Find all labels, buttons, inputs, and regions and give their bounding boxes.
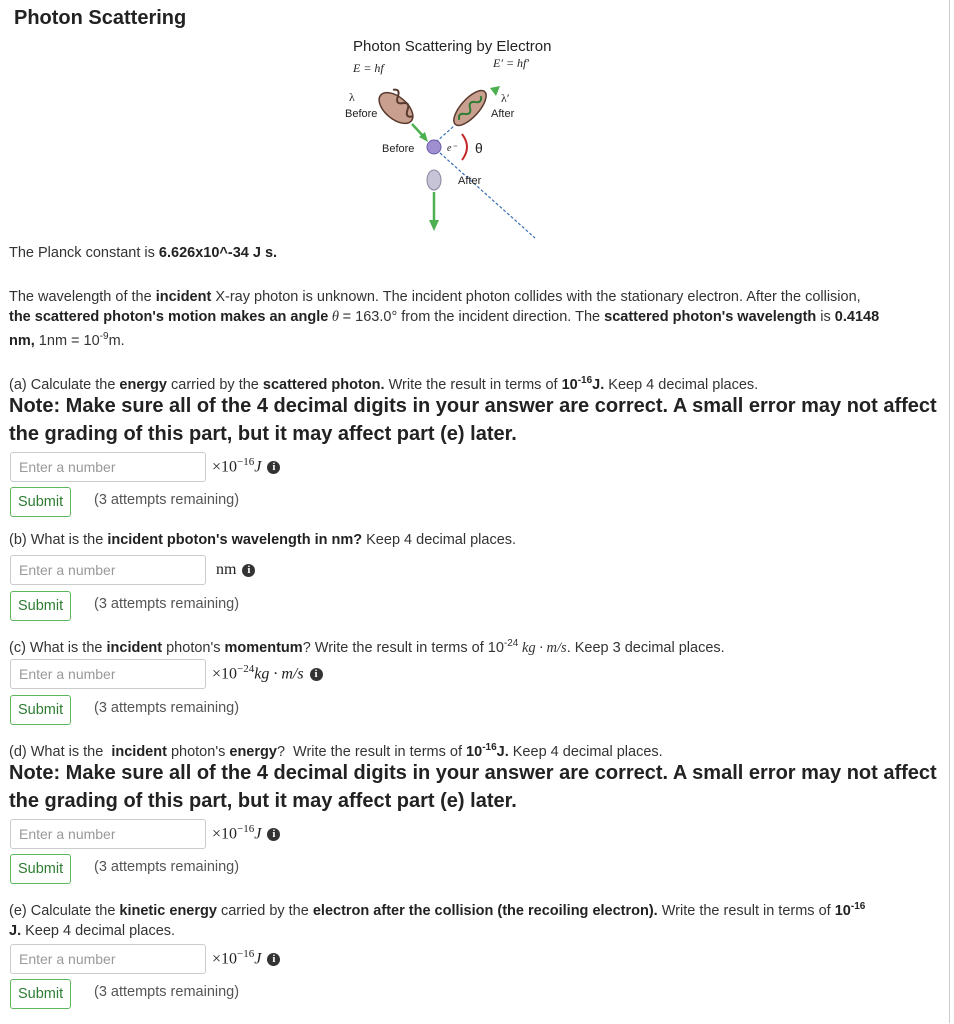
part-e-unit: $\times 10^{-16}J$ i <box>212 948 280 968</box>
part-b-attempts: (3 attempts remaining) <box>94 596 240 612</box>
part-d-attempts: (3 attempts remaining) <box>94 859 240 875</box>
part-c-question: (c) What is the incident photon's momentum? Write the result in terms of $10^{-24}$ kg · m/s. Keep 3 decimal places. <box>9 638 725 656</box>
part-b-question: (b) What is the incident pboton's wavelength in nm? Keep 4 decimal places. <box>9 532 517 548</box>
electron-after-label: After <box>458 175 482 187</box>
part-e-submit-button[interactable]: Submit <box>10 979 71 1009</box>
part-c-answer-input[interactable] <box>10 659 206 689</box>
part-a-answer-input[interactable] <box>10 452 206 482</box>
part-c-submit-button[interactable]: Submit <box>10 695 71 725</box>
electron <box>427 140 441 154</box>
info-icon[interactable]: i <box>267 461 280 474</box>
part-a-note: Note: Make sure all of the 4 decimal digits in your answer are correct. A small error may not affect the grading of this part, but it may affect part (e) later. <box>9 395 937 445</box>
electron-label: e⁻ <box>447 143 457 154</box>
part-e-answer-input[interactable] <box>10 944 206 974</box>
part-d-unit: $\times 10^{-16}J$ i <box>212 823 280 843</box>
part-b-answer-input[interactable] <box>10 555 206 585</box>
planck-line: The Planck constant is 6.626x10^-34 J s. <box>9 245 278 261</box>
recoil-arrowhead <box>429 220 439 231</box>
incident-direction-dash <box>440 153 535 238</box>
scattered-arrowhead <box>490 86 500 96</box>
scattered-dash <box>436 126 454 142</box>
part-b-submit-button[interactable]: Submit <box>10 591 71 621</box>
part-e-attempts: (3 attempts remaining) <box>94 984 240 1000</box>
energy-before-label: E = hf <box>353 61 384 75</box>
electron-before-label: Before <box>382 143 415 155</box>
energy-after-label: E′ = hf′ <box>493 56 530 70</box>
part-d-submit-button[interactable]: Submit <box>10 854 71 884</box>
part-a-attempts: (3 attempts remaining) <box>94 492 240 508</box>
part-e-question: (e) Calculate the kinetic energy carried by the electron after the collision (the recoiling electron). Write the result in terms of $10^{-16}$ J. Keep 4 decimal places. <box>9 901 866 939</box>
recoil-electron <box>427 170 441 190</box>
part-d-question: (d) What is the incident photon's energy? Write the result in terms of $10^{-16}J$. Keep 4 decimal places. <box>9 742 663 760</box>
compton-scattering-figure <box>330 34 590 242</box>
theta-label: θ <box>475 140 483 156</box>
part-c-unit: $\times 10^{-24}kg \cdot m/s$ i <box>212 663 323 683</box>
part-d-answer-input[interactable] <box>10 819 206 849</box>
lambda-label: λ <box>349 90 355 104</box>
part-d-note: Note: Make sure all of the 4 decimal digits in your answer are correct. A small error may not affect the grading of this part, but it may affect part (e) later. <box>9 762 937 812</box>
figure-caption: Photon Scattering by Electron <box>353 38 552 55</box>
info-icon[interactable]: i <box>267 828 280 841</box>
info-icon[interactable]: i <box>267 953 280 966</box>
info-icon[interactable]: i <box>242 564 255 577</box>
problem-statement: The wavelength of the incident X-ray photon is unknown. The incident photon collides with the stationary electron. After the collision, the scattered photon's motion makes an angle θ = 163.0° from the incident direction. The scattered photon's wavelength is 0.4148 nm, $1nm = 10^{-9}m$. <box>9 289 880 349</box>
part-a-unit: $\times 10^{-16}J$ i <box>212 456 280 476</box>
after-photon-label: After <box>491 108 515 120</box>
lambda-prime-label: λ′ <box>501 91 510 105</box>
theta-arc <box>462 134 467 160</box>
part-c-attempts: (3 attempts remaining) <box>94 700 240 716</box>
info-icon[interactable]: i <box>310 668 323 681</box>
part-b-unit: nm i <box>216 561 255 579</box>
page-title: Photon Scattering <box>14 7 187 29</box>
part-a-submit-button[interactable]: Submit <box>10 487 71 517</box>
incident-photon <box>374 87 419 130</box>
before-photon-label: Before <box>345 108 378 120</box>
part-a-question: (a) Calculate the energy carried by the scattered photon. Write the result in terms of $10^{-16}J$. Keep 4 decimal places. <box>9 375 759 393</box>
